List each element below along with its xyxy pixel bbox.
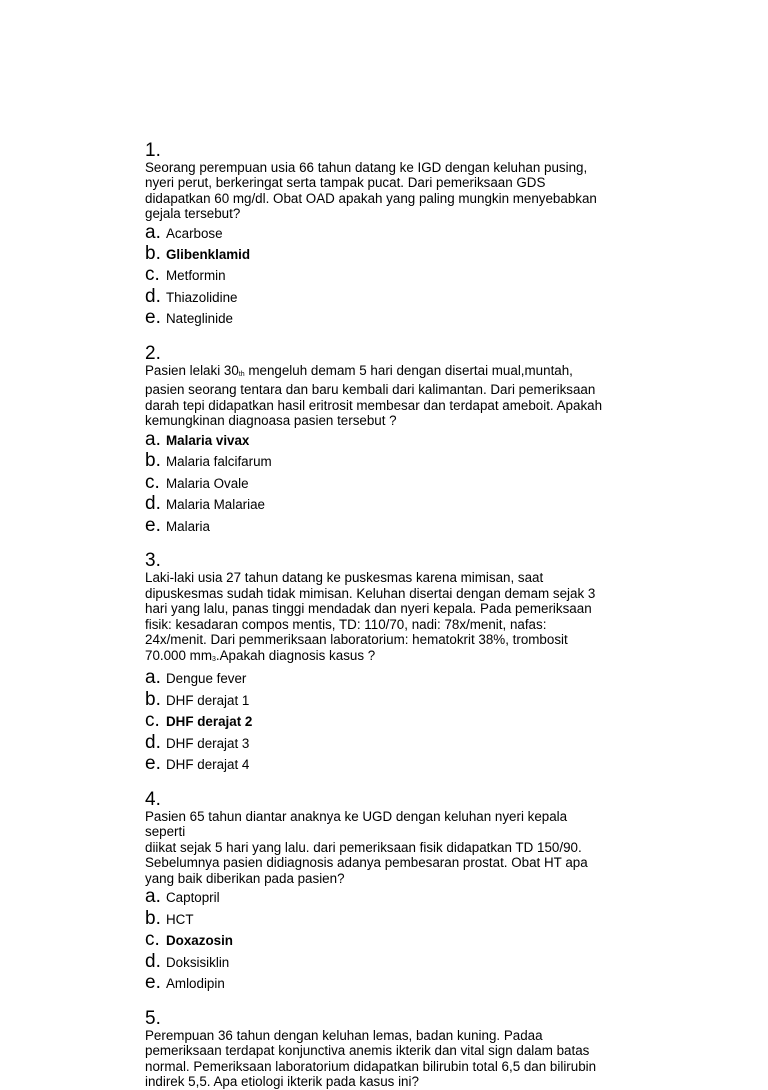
option-letter: e. bbox=[145, 971, 161, 993]
answer-option bbox=[145, 286, 645, 307]
question-text-first-line: Laki-laki usia 27 tahun datang ke puskesmas karena mimisan, saat bbox=[145, 570, 544, 586]
question-text-continued: pemeriksaan terdapat konjunctiva anemis ikterik dan vital sign dalam batas normal. Pemeriksaan laboratorium didapatkan bilirubin total 6,5 dan bilirubin indirek 5,5. Apa etiologi ikterik pada kasus ini? bbox=[145, 1043, 597, 1090]
answer-option bbox=[145, 429, 645, 450]
answer-option bbox=[145, 929, 645, 950]
answer-option bbox=[145, 951, 645, 972]
option-letter: e. bbox=[145, 752, 161, 774]
answer-option bbox=[145, 307, 645, 328]
question-text-continued: dipuskesmas sudah tidak mimisan. Keluhan disertai dengan demam sejak 3 hari yang lalu, panas tinggi mendadak dan nyeri kepala. Pada pemeriksaan fisik: kesadaran compos mentis, TD: 110/70, nadi: 78x/menit, nafas: 24x/menit. Dari pemmeriksaan laboratorium: hematokrit 38%, trombosit bbox=[145, 585, 596, 648]
option-letter: a. bbox=[145, 428, 161, 450]
option-letter: c. bbox=[145, 710, 160, 732]
option-letter: b. bbox=[145, 450, 161, 472]
option-text: Dengue fever bbox=[166, 671, 247, 687]
option-text: Malaria Ovale bbox=[166, 475, 249, 491]
question-stem bbox=[145, 993, 645, 1043]
option-text: DHF derajat 3 bbox=[166, 735, 250, 751]
option-letter: d. bbox=[145, 950, 161, 972]
question-text-first-line: Perempuan 36 tahun dengan keluhan lemas, badan kuning. Padaa bbox=[145, 1027, 543, 1043]
option-text: Doksisiklin bbox=[166, 954, 230, 970]
answer-option bbox=[145, 515, 645, 536]
question-1 bbox=[145, 125, 645, 328]
option-text-correct: DHF derajat 2 bbox=[166, 714, 253, 730]
answer-option bbox=[145, 886, 645, 907]
option-text: Amlodipin bbox=[166, 975, 225, 991]
option-text: DHF derajat 1 bbox=[166, 692, 250, 708]
option-text: Malaria bbox=[166, 518, 210, 534]
option-text: DHF derajat 4 bbox=[166, 756, 250, 772]
answer-option bbox=[145, 472, 645, 493]
option-letter: b. bbox=[145, 907, 161, 929]
option-letter: b. bbox=[145, 688, 161, 710]
answer-option bbox=[145, 689, 645, 710]
option-text: Malaria Malariae bbox=[166, 497, 265, 513]
option-letter: d. bbox=[145, 285, 161, 307]
question-stem bbox=[145, 328, 645, 382]
answer-option bbox=[145, 243, 645, 264]
option-list bbox=[145, 667, 645, 774]
option-letter: b. bbox=[145, 242, 161, 264]
question-text-part: .Apakah diagnosis kasus ? bbox=[215, 647, 376, 663]
subscript: 3 bbox=[212, 655, 216, 663]
question-number: 3. bbox=[145, 550, 161, 572]
question-text-part: Pasien lelaki 30 bbox=[145, 362, 239, 378]
option-text: Nateglinide bbox=[166, 311, 233, 327]
answer-option bbox=[145, 908, 645, 929]
question-5 bbox=[145, 993, 645, 1090]
option-text: HCT bbox=[166, 911, 194, 927]
question-stem bbox=[145, 536, 645, 586]
option-letter: a. bbox=[145, 886, 161, 908]
question-2 bbox=[145, 328, 645, 535]
question-number: 5. bbox=[145, 1007, 161, 1029]
option-list bbox=[145, 429, 645, 536]
option-letter: e. bbox=[145, 514, 161, 536]
question-stem bbox=[145, 774, 645, 824]
answer-option bbox=[145, 222, 645, 243]
question-3 bbox=[145, 536, 645, 774]
question-text-continued: pasien seorang tentara dan baru kembali dari kalimantan. Dari pemeriksaan darah tepi didapatkan hasil eritrosit membesar dan terdapat ameboit. Apakah kemungkinan diagnoasa pasien tersebut ? bbox=[145, 382, 603, 429]
answer-option bbox=[145, 667, 645, 688]
option-letter: c. bbox=[145, 929, 160, 951]
option-text-correct: Malaria vivax bbox=[166, 432, 250, 448]
answer-option bbox=[145, 493, 645, 514]
answer-option bbox=[145, 732, 645, 753]
question-text-first-line: Seorang perempuan usia 66 tahun datang ke IGD dengan keluhan pusing, bbox=[145, 159, 588, 175]
option-letter: e. bbox=[145, 307, 161, 329]
answer-option bbox=[145, 972, 645, 993]
document-page bbox=[145, 125, 645, 1090]
option-list bbox=[145, 886, 645, 993]
question-text-continued: seperti diikat sejak 5 hari yang lalu. dari pemeriksaan fisik didapatkan TD 150/90. Sebelumnya pasien didiagnosis adanya pembesaran prostat. Obat HT apa yang baik diberikan pada pasien? bbox=[145, 824, 588, 886]
question-text-first-line: Pasien 65 tahun diantar anaknya ke UGD dengan keluhan nyeri kepala bbox=[145, 808, 568, 824]
answer-option bbox=[145, 264, 645, 285]
answer-option bbox=[145, 753, 645, 774]
answer-option bbox=[145, 710, 645, 731]
option-letter: c. bbox=[145, 471, 160, 493]
option-text: Metformin bbox=[166, 268, 226, 284]
question-text-part: mengeluh demam 5 hari dengan disertai mual,muntah, bbox=[244, 362, 573, 378]
option-text: Thiazolidine bbox=[166, 289, 238, 305]
option-list bbox=[145, 222, 645, 329]
answer-option bbox=[145, 450, 645, 471]
option-text-correct: Doxazosin bbox=[166, 933, 233, 949]
question-text-first-line bbox=[145, 363, 573, 378]
option-text-correct: Glibenklamid bbox=[166, 246, 251, 262]
option-letter: d. bbox=[145, 731, 161, 753]
question-text-continued: nyeri perut, berkeringat serta tampak pucat. Dari pemeriksaan GDS didapatkan 60 mg/dl. Obat OAD apakah yang paling mungkin menyebabkan gejala tersebut? bbox=[145, 175, 597, 221]
question-4 bbox=[145, 774, 645, 993]
question-number: 4. bbox=[145, 788, 161, 810]
option-letter: a. bbox=[145, 221, 161, 243]
subscript: th bbox=[238, 370, 245, 378]
option-letter: a. bbox=[145, 667, 161, 689]
question-number: 2. bbox=[145, 342, 161, 364]
option-text: Acarbose bbox=[166, 225, 223, 241]
question-stem bbox=[145, 125, 645, 175]
question-text-last-line bbox=[145, 648, 645, 668]
question-text-part: 70.000 mm bbox=[145, 647, 212, 663]
question-number: 1. bbox=[145, 139, 161, 161]
option-text: Captopril bbox=[166, 890, 220, 906]
option-text: Malaria falcifarum bbox=[166, 454, 272, 470]
option-letter: c. bbox=[145, 264, 160, 286]
option-letter: d. bbox=[145, 493, 161, 515]
